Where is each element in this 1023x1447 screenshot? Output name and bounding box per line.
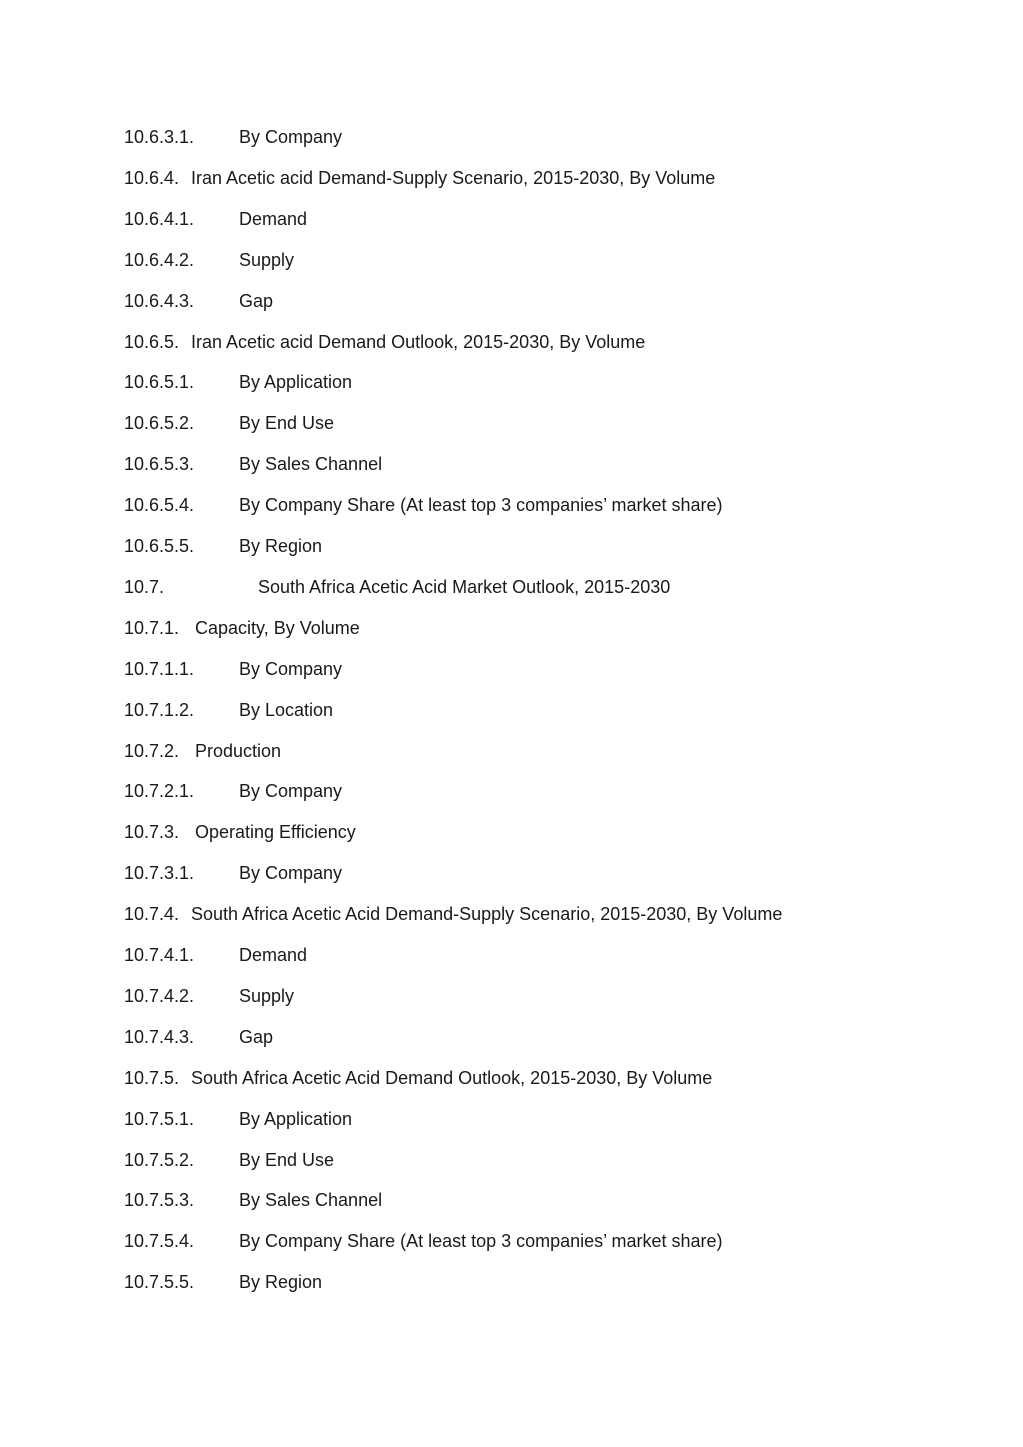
toc-entry-number: 10.7.5.4. bbox=[124, 1231, 195, 1251]
toc-entry bbox=[124, 125, 342, 149]
toc-entry bbox=[124, 820, 356, 844]
toc-entry-number: 10.6.5.2. bbox=[124, 413, 195, 433]
toc-entry-title: By End Use bbox=[239, 1150, 335, 1170]
toc-entry bbox=[124, 370, 352, 394]
toc-entry bbox=[124, 984, 294, 1008]
toc-entry-number: 10.7.1. bbox=[124, 618, 180, 638]
toc-entry-title: By Region bbox=[239, 1272, 323, 1292]
toc-entry-number: 10.7.3.1. bbox=[124, 863, 195, 883]
toc-entry-title: Supply bbox=[239, 986, 295, 1006]
toc-entry-number: 10.6.5.4. bbox=[124, 495, 195, 515]
toc-entry-title: By Sales Channel bbox=[239, 454, 383, 474]
toc-entry-number: 10.6.4.1. bbox=[124, 209, 195, 229]
toc-entry-title: South Africa Acetic Acid Demand-Supply Scenario, 2015-2030, By Volume bbox=[191, 904, 783, 924]
toc-entry-number: 10.6.5.1. bbox=[124, 372, 195, 392]
toc-entry-number: 10.7.3. bbox=[124, 822, 180, 842]
toc-entry-title: Demand bbox=[239, 209, 308, 229]
toc-entry-title: By Company bbox=[239, 781, 343, 801]
toc-entry bbox=[124, 1229, 723, 1253]
toc-entry-number: 10.6.3.1. bbox=[124, 127, 195, 147]
toc-entry-title: By Location bbox=[239, 700, 334, 720]
toc-entry-title: By Sales Channel bbox=[239, 1190, 383, 1210]
toc-entry-number: 10.7.1.2. bbox=[124, 700, 195, 720]
toc-entry bbox=[124, 861, 342, 885]
toc-entry-number: 10.7.5. bbox=[124, 1068, 180, 1088]
toc-entry bbox=[124, 534, 322, 558]
toc-entry-title: Gap bbox=[239, 1027, 274, 1047]
toc-entry-title: By Company bbox=[239, 127, 343, 147]
toc-entry-title: By Company bbox=[239, 659, 343, 679]
toc-entry bbox=[124, 1066, 712, 1090]
toc-entry bbox=[124, 452, 382, 476]
toc-entry-number: 10.7.4.1. bbox=[124, 945, 195, 965]
toc-entry-title: By End Use bbox=[239, 413, 335, 433]
toc-entry-number: 10.6.5.3. bbox=[124, 454, 195, 474]
toc-entry-number: 10.6.4.2. bbox=[124, 250, 195, 270]
toc-entry bbox=[124, 1107, 352, 1131]
toc-entry bbox=[124, 330, 645, 354]
toc-entry-number: 10.7.5.3. bbox=[124, 1190, 195, 1210]
toc-entry bbox=[124, 289, 273, 313]
toc-entry-title: By Region bbox=[239, 536, 323, 556]
toc-entry-title: By Application bbox=[239, 372, 353, 392]
toc-entry bbox=[124, 248, 294, 272]
toc-entry-title: Iran Acetic acid Demand-Supply Scenario, 2015-2030, By Volume bbox=[191, 168, 716, 188]
toc-entry bbox=[124, 943, 307, 967]
toc-entry bbox=[124, 657, 342, 681]
toc-entry-title: Operating Efficiency bbox=[195, 822, 356, 842]
toc-entry-title: Production bbox=[195, 741, 282, 761]
toc-entry-title: By Application bbox=[239, 1109, 353, 1129]
toc-entry-number: 10.7.4. bbox=[124, 904, 180, 924]
toc-entry-number: 10.7.2. bbox=[124, 741, 180, 761]
toc-entry bbox=[124, 575, 670, 599]
toc-entry-title: Demand bbox=[239, 945, 308, 965]
toc-entry-number: 10.6.4. bbox=[124, 168, 180, 188]
toc-entry bbox=[124, 779, 342, 803]
toc-entry-title: Gap bbox=[239, 291, 274, 311]
toc-entry-title: By Company Share (At least top 3 companies’ market share) bbox=[239, 1231, 723, 1251]
toc-entry bbox=[124, 1025, 273, 1049]
toc-entry-number: 10.7.1.1. bbox=[124, 659, 195, 679]
toc-entry-number: 10.7.4.2. bbox=[124, 986, 195, 1006]
toc-entry-title: Supply bbox=[239, 250, 295, 270]
toc-entry bbox=[124, 739, 281, 763]
toc-entry-number: 10.7.4.3. bbox=[124, 1027, 195, 1047]
toc-entry bbox=[124, 411, 334, 435]
toc-entry-title: By Company Share (At least top 3 companies’ market share) bbox=[239, 495, 723, 515]
toc-entry bbox=[124, 1148, 334, 1172]
toc-entry bbox=[124, 207, 307, 231]
toc-entry bbox=[124, 902, 782, 926]
toc-entry-title: South Africa Acetic Acid Market Outlook, 2015-2030 bbox=[258, 577, 671, 597]
toc-entry-number: 10.7.5.2. bbox=[124, 1150, 195, 1170]
toc-entry-title: Iran Acetic acid Demand Outlook, 2015-2030, By Volume bbox=[191, 332, 646, 352]
toc-entry-title: South Africa Acetic Acid Demand Outlook, 2015-2030, By Volume bbox=[191, 1068, 713, 1088]
toc-entry-title: By Company bbox=[239, 863, 343, 883]
toc-entry-number: 10.6.5.5. bbox=[124, 536, 195, 556]
toc-entry bbox=[124, 493, 723, 517]
toc-entry-number: 10.7.5.1. bbox=[124, 1109, 195, 1129]
toc-entry-number: 10.7. bbox=[124, 577, 165, 597]
toc-entry-number: 10.7.2.1. bbox=[124, 781, 195, 801]
toc-entry bbox=[124, 698, 333, 722]
toc-entry bbox=[124, 1270, 322, 1294]
toc-entry-title: Capacity, By Volume bbox=[195, 618, 360, 638]
toc-entry-number: 10.6.5. bbox=[124, 332, 180, 352]
toc-entry-number: 10.6.4.3. bbox=[124, 291, 195, 311]
toc-entry bbox=[124, 616, 360, 640]
toc-entry bbox=[124, 1188, 382, 1212]
toc-entry bbox=[124, 166, 715, 190]
toc-entry-number: 10.7.5.5. bbox=[124, 1272, 195, 1292]
